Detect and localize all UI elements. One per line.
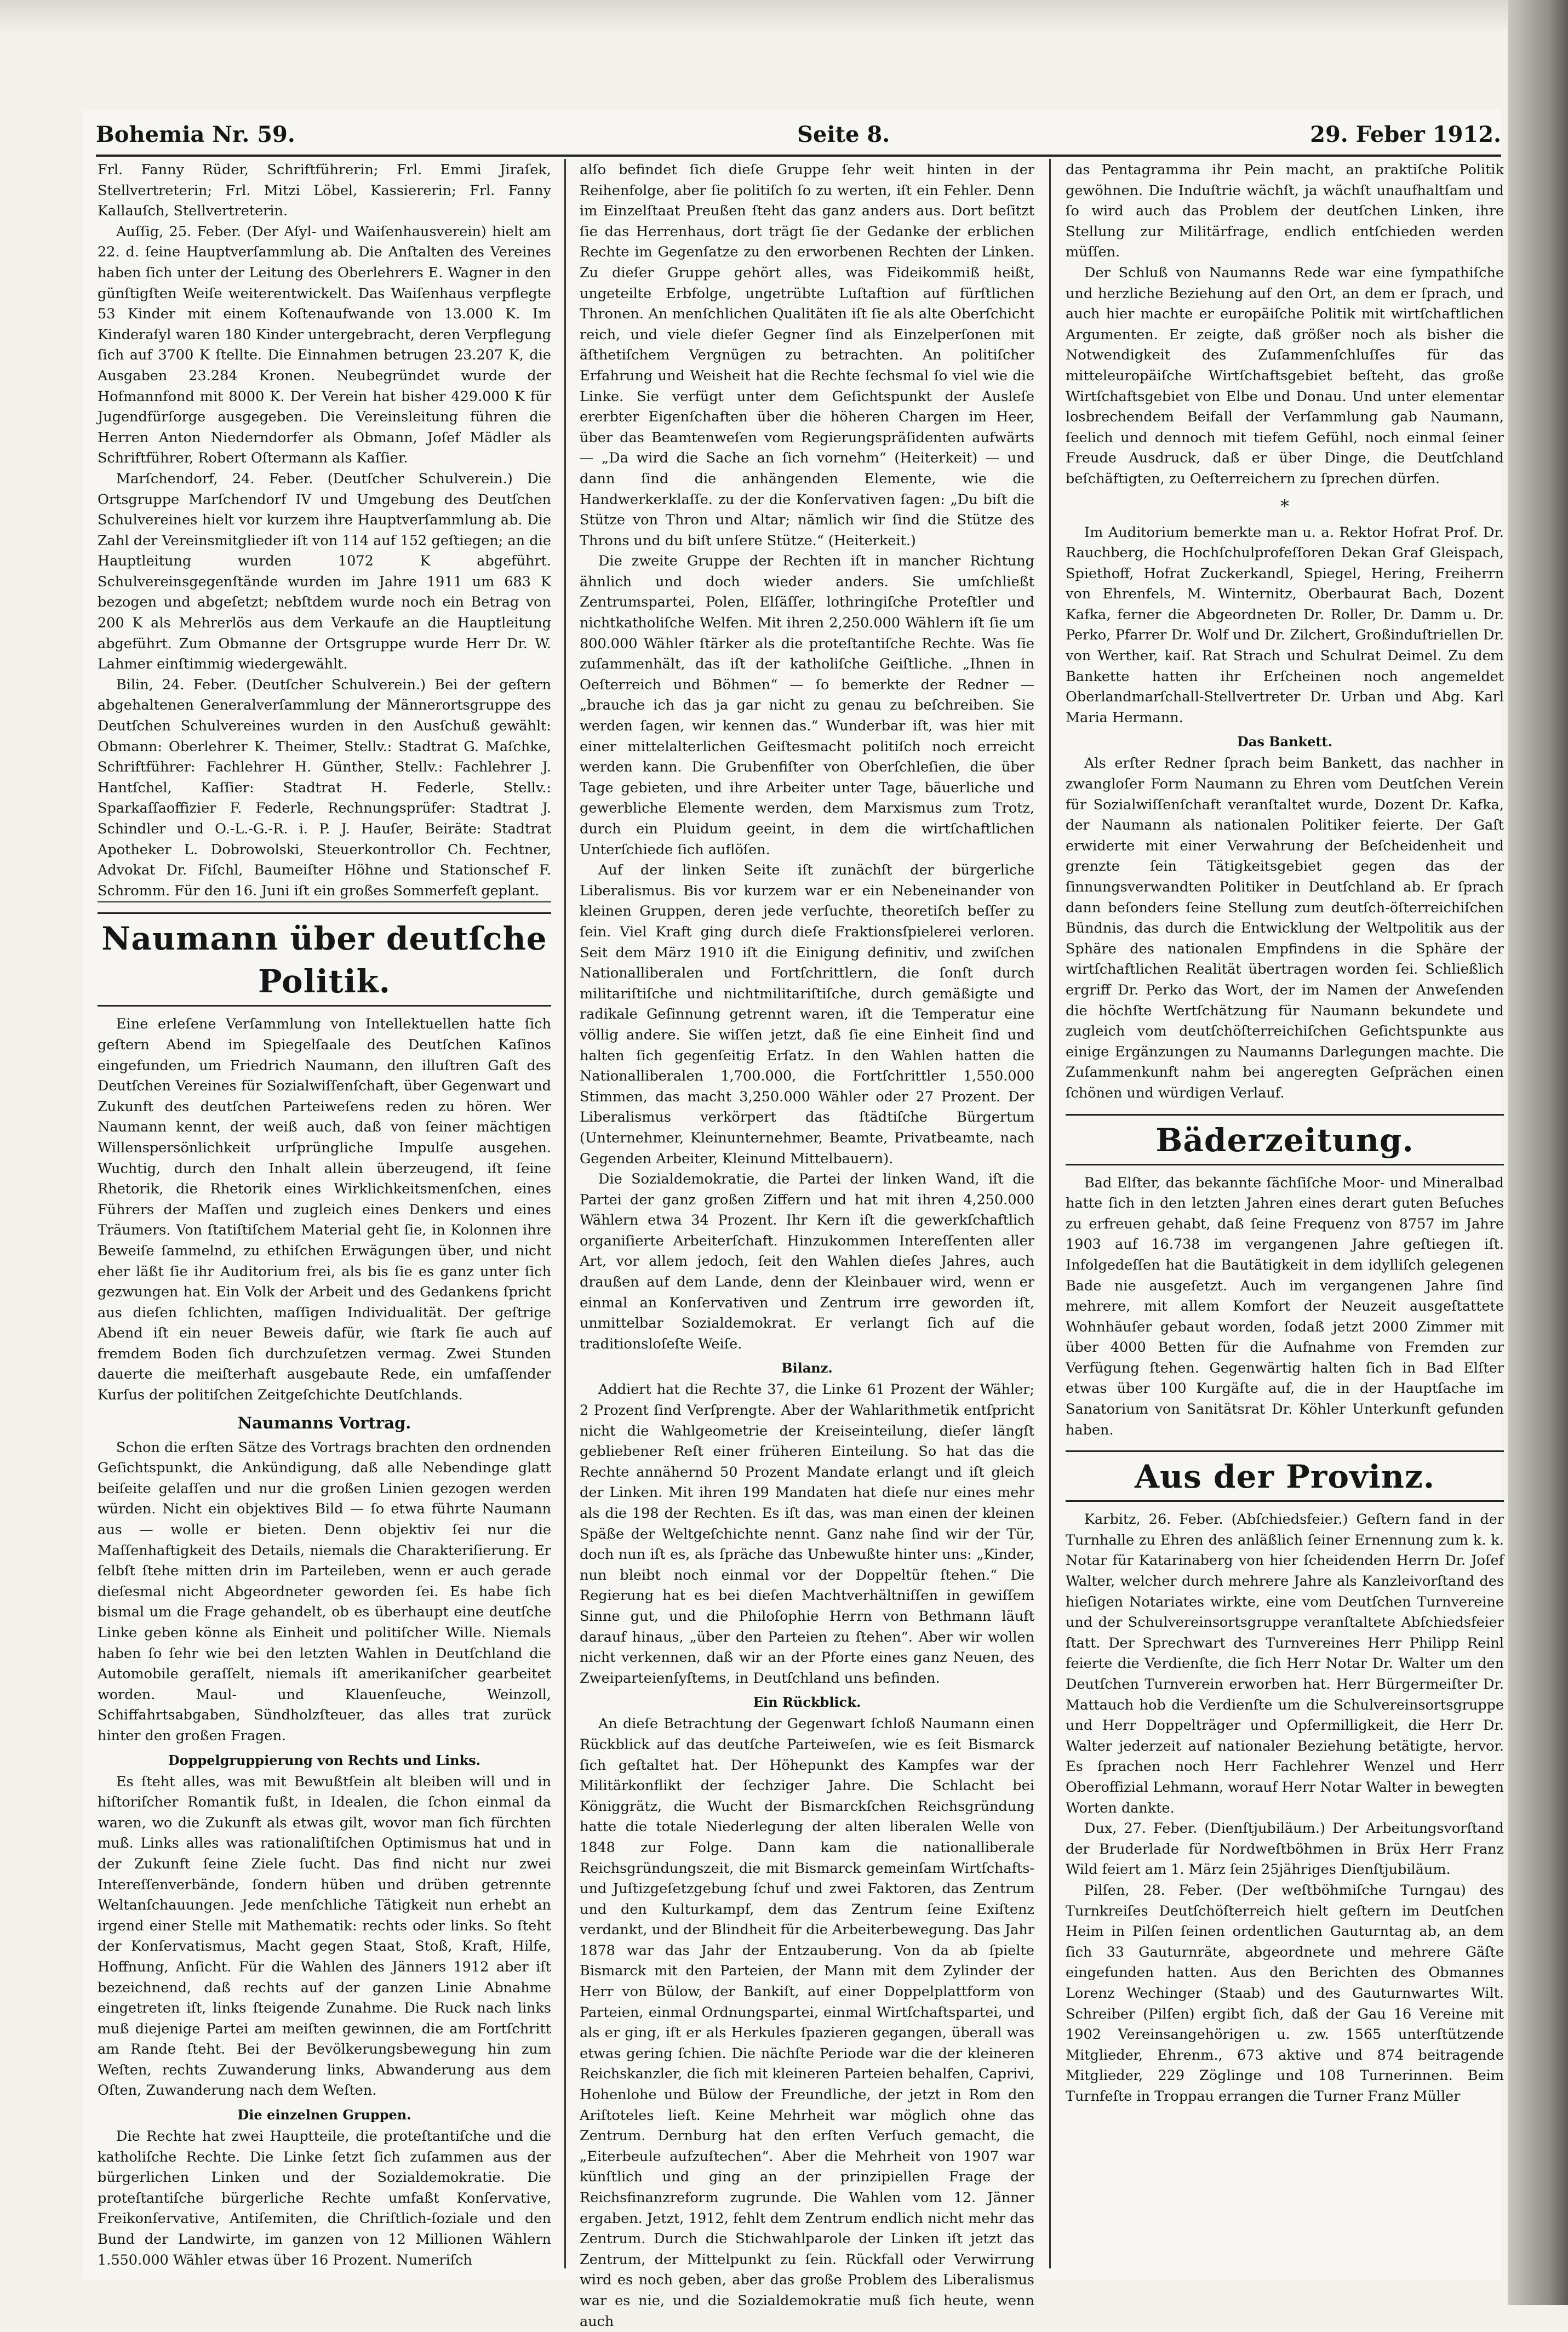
article-text: Auſſig, 25. Feber. (Der Aſyl- und Waiſenhausverein) hielt am 22. d. ſeine Hauptverſammlung ab. Die Anſtalten des Vereines haben ſich unter der Leitung des Oberlehrers E. Wagner in den günſtigſten Weiſe weiterentwickelt. Das Waiſenhaus verpflegte 53 Kinder mit einem Koſtenaufwande von 13.000 K. Im Kinderaſyl waren 180 Kinder untergebracht, deren Verpflegung ſich auf 3700 K ſtellte. Die Einnahmen betrugen 23.207 K, die Ausgaben 23.284 Kronen. Neubegründet wurde der Hofmannfond mit 8000 K. Der Verein hat bisher 429.000 K für Jugendfürſorge ausgegeben. Die Vereinsleitung führen die Herren Anton Niederndorfer als Obmann, Joſef Mädler als Schriftführer, Robert Oſtermann als Kaſſier.	[98, 223, 551, 467]
article-text: das Pentagramma ihr Pein macht, an praktiſche Politik gewöhnen. Die Induſtrie wächſt, ja wächſt unaufhaltſam und ſo wird auch das Problem der deutſchen Linken, ihre Stellung zur Militärfrage, endlich entſchieden werden müſſen.	[1066, 162, 1504, 261]
subheading: Bilanz.	[781, 1360, 833, 1376]
article-text: Frl. Fanny Rüder, Schriftführerin; Frl. Emmi Jiraſek, Stellvertreterin; Frl. Mitzi Löbel, Kassiererin; Frl. Fanny Kallauſch, Stellvertreterin.	[98, 162, 551, 220]
headline-naumann: Naumann über deutſche Politik.	[98, 912, 551, 1007]
subheading: Ein Rückblick.	[753, 1694, 861, 1711]
column-divider	[1049, 159, 1051, 2268]
scan-top-shadow	[0, 0, 1568, 33]
article-text: Die Rechte hat zwei Hauptteile, die proteſtantiſche und die katholiſche Rechte. Die Linke ſetzt ſich zuſammen aus der bürgerlichen Linken und der Sozialdemokratie. Die proteſtantiſche bürgerliche Rechte umfaßt Konſervative, Freikonſervative, Antiſemiten, die Chriſtlich-ſoziale und den Bund der Landwirte, im ganzen von 12 Millionen Wählern 1.550.000 Wähler etwas über 16 Prozent. Numeriſch	[98, 2128, 551, 2268]
article-text: Es ſteht alles, was mit Bewußtſein alt bleiben will und in hiſtoriſcher Romantik fußt, in Idealen, die ſchon einmal da waren, wo die Zukunft als etwas gilt, wovor man ſich fürchten muß. Links alles was rationaliſtiſchen Optimismus hat und in der Zukunft ſeine Ziele ſucht. Das find nicht nur zwei Intereſſenverbände, ſondern hüben und drüben getrennte Weltanſchauungen. Jede menſchliche Tätigkeit nun erhebt an irgend einer Stelle mit Mathematik: rechts oder links. So ſteht der Konſervatismus, Macht gegen Staat, Stoß, Kraft, Hilfe, Hoffnung, Anſicht. Für die Wahlen des Jänners 1912 aber iſt bezeichnend, daß rechts auf der ganzen Linie Abnahme eingetreten iſt, links ſteigende Zunahme. Die Ruck nach links muß diejenige Partei am meiſten gewinnen, die am Fortſchritt am Rande ſteht. Bei der Bevölkerungsbewegung hin zum Weſten, rechts Zuwanderung links, Abwanderung aus dem Oſten, Zuwanderung nach dem Weſten.	[98, 1773, 551, 2099]
article-text: Bad Elſter, das bekannte ſächſiſche Moor- und Mineralbad hatte ſich in den letzten Jahren eines derart guten Beſuches zu erfreuen gehabt, daß ſeine Frequenz von 8757 im Jahre 1903 auf 16.738 im vergangenen Jahre geſtiegen iſt. Infolgedeſſen hat die Bautätigkeit in dem idylliſch gelegenen Bade nie ausgeſetzt. Auch im vergangenen Jahre ſind mehrere, mit allem Komfort der Neuzeit ausgeſtattete Wohnhäuſer gebaut worden, ſodaß jetzt 2000 Zimmer mit über 4000 Betten für die Aufnahme von Fremden zur Verfügung ſtehen. Gegenwärtig halten ſich in Bad Elſter etwas über 100 Kurgäſte auf, die in der Hauptſache im Sanatorium von Sanitätsrat Dr. Köhler Unterkunft gefunden haben.	[1066, 1174, 1504, 1438]
header-date: 29. Feber 1912.	[1310, 122, 1501, 147]
article-text: alſo befindet ſich dieſe Gruppe ſehr weit hinten in der Reihenfolge, aber ſie politiſch ſo zu werten, iſt ein Fehler. Denn im Einzelſtaat Preußen ſteht das ganz anders aus. Dort beſitzt ſie das Herrenhaus, dort trägt ſie der Gedanke der erblichen Rechte im Gegenſatze zu den erworbenen Rechten der Linken. Zu dieſer Gruppe gehört alles, was Fideikommiß heißt, ungeteilte Erbfolge, ungetrübte Luſtaftion auf fürſtlichen Thronen. An menſchlichen Qualitäten iſt ſie als alte Oberſchicht reich, und viele dieſer Gegner ſind als Einzelperſonen mit äſthetiſchem Vergnügen zu betrachten. An politiſcher Erfahrung und Weisheit hat die Rechte ſechsmal ſo viel wie die Linke. Sie verfügt unter dem Geſichtspunkt der Ausleſe ererbter Eigenſchaften über die höheren Chargen im Heer, über das Beamtenweſen vom Regierungspräſidenten aufwärts — „Da wird die Sache an ſich vornehm“ (Heiterkeit) — und dann ſind die anhängenden Elemente, wie die Handwerkerklaſſe. zu der die Konſervativen ſagen: „Du biſt die Stütze von Thron und Altar; nämlich wir ſind die Stütze des Throns und du biſt unſere Stütze.“ (Heiterkeit.)	[580, 162, 1034, 549]
subheading: Naumanns Vortrag.	[237, 1413, 411, 1432]
page-header	[96, 122, 1501, 150]
column-2	[580, 160, 1034, 2330]
header-page-number: Seite 8.	[797, 122, 890, 147]
article-text: Marſchendorf, 24. Feber. (Deutſcher Schulverein.) Die Ortsgruppe Marſchendorf IV und Umgebung des Deutſchen Schulvereines hielt vor kurzem ihre Hauptverſammlung ab. Die Zahl der Vereinsmitglieder iſt von 114 auf 152 geſtiegen; an die Hauptleitung wurden 1072 K abgeführt. Schulvereinsgegenſtände wurden im Jahre 1911 um 683 K bezogen und abgeſetzt; nebſtdem wurde noch ein Betrag von 200 K als Mehrerlös aus dem Verkaufe an die Hauptleitung abgeführt. Zum Obmanne der Ortsgruppe wurde Herr Dr. W. Lahmer einſtimmig wiedergewählt.	[98, 470, 551, 673]
article-text: Im Auditorium bemerkte man u. a. Rektor Hofrat Prof. Dr. Rauchberg, die Hochſchulprofeſſoren Dekan Graf Gleispach, Spiethoff, Hofrat Zuckerkandl, Spiegel, Hering, Freiherrn von Ehrenfels, M. Winternitz, Oberbaurat Bach, Dozent Kafka, ferner die Abgeordneten Dr. Roller, Dr. Damm u. Dr. Perko, Pfarrer Dr. Wolf und Dr. Zilchert, Großinduſtriellen Dr. von Werther, kaiſ. Rat Strach und Schulrat Deimel. Zu dem Bankette hatten ihr Erſcheinen noch angemeldet Oberlandmarſchall-Stellvertreter Dr. Urban und Abg. Karl Maria Hermann.	[1066, 524, 1504, 726]
article-text: Der Schluß von Naumanns Rede war eine ſympathiſche und herzliche Beziehung auf den Ort, an dem er ſprach, und auch hier machte er europäiſche Politik mit wirtſchaftlichen Argumenten. Er zeigte, daß größer noch als bisher die Notwendigkeit des Zuſammenſchluſſes für das mitteleuropäiſche Wirtſchaftsgebiet beſteht, das große Wirtſchaftsgebiet von Elbe und Donau. Und unter elementar losbrechendem Beifall der Verſammlung gab Naumann, ſeelich und dennoch mit tiefem Gefühl, noch einmal ſeiner Freude Ausdruck, daß er über Dinge, die Deutſchland beſchäftigten, zu Oeſterreichern zu ſprechen dürfen.	[1066, 264, 1504, 487]
article-text: Auf der linken Seite iſt zunächſt der bürgerliche Liberalismus. Bis vor kurzem war er ein Nebeneinander von kleinen Gruppen, deren jede verſuchte, theoretiſch beſſer zu ſein. Viel Kraft ging durch dieſe Fraktionsſpielerei verloren. Seit dem März 1910 iſt die Einigung definitiv, und zwiſchen Nationalliberalen und Fortſchrittlern, die ſonſt durch militariſtiſche und nichtmilitariſtiſche, durch gemäßigte und radikale Geſinnung getrennt waren, iſt die Temperatur eine völlig andere. Sie wiſſen jetzt, daß ſie eine Einheit ſind und halten ſich gegenſeitig Erſatz. In den Wahlen hatten die Nationalliberalen 1,700.000, die Fortſchrittler 1,550.000 Stimmen, das macht 3,250.000 Wähler oder 27 Prozent. Der Liberalismus verkörpert das ſtädtiſche Bürgertum (Unternehmer, Kleinunternehmer, Beamte, Privatbeamte, nach Gegenden Arbeiter, Kleinund Mittelbauern).	[580, 862, 1034, 1167]
article-text: Karbitz, 26. Feber. (Abſchiedsfeier.) Geſtern fand in der Turnhalle zu Ehren des anläßlich ſeiner Ernennung zum k. k. Notar für Katarinaberg von hier ſcheidenden Herrn Dr. Joſef Walter, welcher durch mehrere Jahre als Kanzleivorſtand des hieſigen Notariates wirkte, eine vom Deutſchen Turnvereine und der Schulvereinsortsgruppe veranſtaltete Abſchiedsfeier ſtatt. Der Sprechwart des Turnvereines Herr Philipp Reinl feierte die Verdienſte, die ſich Herr Notar Dr. Walter um den Deutſchen Turnverein erworben hat. Herr Bürgermeiſter Dr. Mattauch hob die Verdienſte um die Schulvereinsortsgruppe und Herr Doppelträger und Opfermilligkeit, die Herr Dr. Walter jederzeit auf nationaler Beziehung betätigte, hervor. Es ſprachen noch Herr Fachlehrer Wenzel und Herr Oberoffizial Lehmann, worauf Herr Notar Walter in bewegten Worten dankte.	[1066, 1511, 1504, 1816]
article-text: Dux, 27. Feber. (Dienſtjubiläum.) Der Arbeitungsvorſtand der Bruderlade für Nordweſtböhmen in Brüx Herr Franz Wild feiert am 1. März ſein 25jähriges Dienſtjubiläum.	[1066, 1820, 1504, 1878]
article-text: Schon die erſten Sätze des Vortrags brachten den ordnenden Geſichtspunkt, die Ankündigung, daß alle Nebendinge glatt beiſeite gelaſſen und nur die großen Linien gezogen werden würden. Nicht ein objektives Bild — ſo etwa führte Naumann aus — wolle er bieten. Denn objektiv ſei nur die Maſſenhaftigkeit des Details, niemals die Charakteriſierung. Er ſelbſt ſtehe mitten drin im Parteileben, wenn er auch gerade dieſesmal nicht Abgeordneter geworden ſei. Es habe ſich bismal um die Frage gehandelt, ob es überhaupt eine deutſche Linke geben könne als Einheit und politiſcher Wille. Niemals haben ſo ſehr wie bei den letzten Wahlen in Deutſchland die Automobile geraſſelt, niemals iſt amerikaniſcher gearbeitet worden. Maul- und Klauenſeuche, Weinzoll, Schiffahrtsabgaben, Sündholzſteuer, das alles trat zurück hinter den großen Fragen.	[98, 1439, 551, 1744]
subheading: Das Bankett.	[1237, 734, 1332, 750]
article-text: Die zweite Gruppe der Rechten iſt in mancher Richtung ähnlich und doch wieder anders. Sie umſchließt Zentrumspartei, Polen, Elſäſſer, lothringiſche Proteſtler und nichtkatholiſche Welfen. Mit ihren 2,250.000 Wählern iſt ſie um 800.000 Wähler ſtärker als die proteſtantiſche Rechte. Was ſie zuſammenhält, das iſt der katholiſche Geiſtliche. „Ihnen in Oeſterreich und Böhmen“ — ſo bemerkte der Redner — „brauche ich das ja gar nicht zu genau zu beſchreiben. Sie werden ſagen, wir kennen das.“ Wunderbar iſt, was hier mit einer mittelalterlichen Geiſtesmacht politiſch noch erreicht werden kann. Die Grubenfiſter von Oberſchleſien, die über Tage gebieten, und ihre Arbeiter unter Tage, bäuerliche und gewerbliche Elemente werden, dem Marxismus zum Trotz, durch ein Pluidum geeint, in dem die wirtſchaftlichen Unterſchiede ſich auflöſen.	[580, 553, 1034, 858]
article-text: Addiert hat die Rechte 37, die Linke 61 Prozent der Wähler; 2 Prozent ſind Verſprengte. Aber der Wahlarithmetik entſpricht nicht die Wahlgeometrie der Kreiseinteilung, dieſer längſt gebliebener Reſt einer früheren Einteilung. So hat das die Rechte annähernd 50 Prozent Mandate erlangt und iſt gleich der Linken. Mit ihren 199 Mandaten hat dieſe nur eines mehr als die 198 der Rechten. Es iſt das, was man einen der kleinen Späße der Weltgeſchichte nennt. Ganz nahe ſind wir der Tür, doch nun iſt es, als ſpräche das Unbewußte hinter uns: „Kinder, nun bleibt noch einmal vor der Doppeltür ſtehen.“ Die Regierung hat es bei dieſen Machtverhältniſſen in gewiſſem Sinne gut, und die Philoſophie Herrn von Bethmann läuft darauf hinaus, „über den Parteien zu ſtehen“. Aber wir wollen nicht verkennen, daß wir an der Pforte eines ganz Neuen, des Zweiparteienſyſtems, in Deutſchland uns befinden.	[580, 1381, 1034, 1687]
column-1	[98, 160, 551, 2268]
column-divider	[564, 159, 566, 2268]
subheading: Die einzelnen Gruppen.	[237, 2107, 411, 2123]
article-text: Eine erleſene Verſammlung von Intellektuellen hatte ſich geſtern Abend im Spiegelſaale des Deutſchen Kaſinos eingefunden, um Friedrich Naumann, den illuſtren Gaſt des Deutſchen Vereines für Sozialwiſſenſchaft, über Gegenwart und Zukunft des deutſchen Parteiweſens reden zu hören. Wer Naumann kennt, der weiß auch, daß von ſeiner mächtigen Willenspersönlichkeit urſprüngliche Impulſe ausgehen. Wuchtig, durch den Inhalt allein überzeugend, iſt ſeine Rhetorik, die Rhetorik eines Wirklichkeitsmenſchen, eines Führers der Maſſen und zugleich eines Denkers und eines Träumers. Von ſtatiſtiſchem Material geht ſie, in Kolonnen ihre Beweiſe ſammelnd, zu ethiſchen Erwägungen über, und nicht eher läßt ſie ihr Auditorium frei, als bis ſie es ganz unter ſich gezwungen hat. Ein Volk der Arbeit und des Gedankens ſpricht aus dieſen ſchlichten, maſſigen Individualität. Der geſtrige Abend iſt ein neuer Beweis dafür, wie ſtark ſie auch auf fremdem Boden ſich durchzuſetzen vermag. Zwei Stunden dauerte die meiſterhaft ausgebaute Rede, ein umfaſſender Kurſus der politiſchen Zeitgeſchichte Deutſchlands.	[98, 1016, 551, 1404]
section-separator: *	[1280, 495, 1289, 517]
article-text: Als erſter Redner ſprach beim Bankett, das nachher in zwangloſer Form Naumann zu Ehren vom Deutſchen Verein für Sozialwiſſenſchaft veranſtaltet wurde, Dozent Dr. Kafka, der Naumann als nationalen Politiker feierte. Der Gaſt erwiderte mit einer Verwahrung der Beſcheidenheit und grenzte ſein Tätigkeitsgebiet gegen das der ſinnungsverwandten Politiker in Deutſchland ab. Er ſprach dann beſonders ſeine Stellung zum deutſch-öſterreichiſchen Bündnis, das durch die Entwicklung der Weltpolitik aus der Sphäre des nationalen Empfindens in die Sphäre der wirtſchaftlichen Realität übertragen worden ſei. Schließlich ergriff Dr. Perko das Wort, der im Namen der Anweſenden die höchſte Wertſchätzung für Naumann bekundete und zugleich vom deutſchöſterreichiſchen Geſichtspunkte aus einige Ergänzungen zu Naumanns Darlegungen machte. Die Zuſammenkunft nahm bei angeregten Geſprächen einen ſchönen und würdigen Verlauf.	[1066, 755, 1504, 1101]
article-text: Bilin, 24. Feber. (Deutſcher Schulverein.) Bei der geſtern abgehaltenen Generalverſammlung der Männerortsgruppe des Deutſchen Schulvereines wurden in den Ausſchuß gewählt: Obmann: Oberlehrer K. Theimer, Stellv.: Stadtrat G. Maſchke, Schriftführer: Fachlehrer H. Günther, Stellv.: Fachlehrer J. Hantſchel, Kaſſier: Stadtrat H. Federle, Stellv.: Sparkaſſaoffizier F. Federle, Rechnungsprüfer: Stadtrat J. Schindler und O.-L.-G.-R. i. P. J. Hauſer, Beiräte: Stadtrat Apotheker L. Dobrowolski, Steuerkontrollor Ch. Fechtner, Advokat Dr. Fiſchl, Baumeiſter Höhne und Stationschef F. Schromm. Für den 16. Juni iſt ein großes Sommerfeſt geplant.	[98, 675, 551, 903]
article-text: Die Sozialdemokratie, die Partei der linken Wand, iſt die Partei der ganz großen Ziffern und hat mit ihren 4,250.000 Wählern etwa 34 Prozent. Ihr Kern iſt die gewerkſchaftlich organiſierte Arbeiterſchaft. Hinzukommen Intereſſenten aller Art, vor allem jedoch, ſeit den Wahlen dieſes Jahres, auch draußen auf dem Lande, denn der Kleinbauer wird, wenn er einmal an Konſervativen und Zentrum irre geworden iſt, unmittelbar Sozialdemokrat. Er verlangt ſich auf die traditionsloſeſte Weiſe.	[580, 1171, 1034, 1352]
headline-baederzeitung: Bäderzeitung.	[1066, 1114, 1504, 1165]
column-3	[1066, 160, 1504, 2264]
subheading: Doppelgruppierung von Rechts und Links.	[168, 1752, 481, 1768]
headline-provinz: Aus der Provinz.	[1066, 1450, 1504, 1502]
scan-edge-shadow	[1508, 0, 1568, 2305]
article-text: Pilſen, 28. Feber. (Der weſtböhmiſche Turngau) des Turnkreiſes Deutſchöſterreich hielt geſtern im Deutſchen Heim in Pilſen ſeinen ordentlichen Gauturntag ab, an dem ſich 33 Gauturnräte, abgeordnete und mehrere Gäſte eingefunden hatten. Aus den Berichten des Obmannes Lorenz Wechinger (Staab) und des Gauturnwartes Wilt. Schreiber (Pilſen) ergibt ſich, daß der Gau 16 Vereine mit 1902 Vereinsangehörigen u. zw. 1565 unterſtützende Mitglieder, Ehrenm., 673 aktive und 874 beitragende Mitglieder, 229 Zöglinge und 108 Turnerinnen. Beim Turnfeſte in Troppau errangen die Turner Franz Müller	[1066, 1882, 1504, 2105]
header-issue: Bohemia Nr. 59.	[96, 122, 295, 147]
article-text: An dieſe Betrachtung der Gegenwart ſchloß Naumann einen Rückblick auf das deutſche Parteiweſen, wie es ſeit Bismarck ſich geſtaltet hat. Der Höhepunkt des Kampfes war der Militärkonflikt der ſechziger Jahre. Die Schlacht bei Königgrätz, die Wucht der Bismarckſchen Reichsgründung hatte die totale Niederlegung der alten liberalen Welle von 1848 zur Folge. Dann kam die nationalliberale Reichsgründungszeit, die mit Bismarck gemeinſam Wirtſchafts- und Juſtizgeſetzgebung ſchuf und zwei Faktoren, das Zentrum und den Kulturkampf, dem das Zentrum ſeine Exiſtenz verdankt, und der Blindheit für die Arbeiterbewegung. Das Jahr 1878 war das Jahr der Entzauberung. Von da ab ſpielte Bismarck mit den Parteien, der Mann mit dem Zylinder der Herr von Bülow, der Bankiſt, auf einer Doppelplattform von Parteien, einmal Ordnungspartei, einmal Wirtſchaftspartei, und als er ging, iſt er als Herkules ſpazieren gegangen, überall was etwas gering ſchien. Die nächſte Periode war die der kleineren Reichskanzler, die ſich mit kleineren Parteien behalfen, Caprivi, Hohenlohe und Bülow der Freundliche, der jetzt in Rom den Ariſtoteles lieſt. Keine Mehrheit war möglich ohne das Zentrum. Dernburg hat den erſten Verſuch gemacht, die „Eiterbeule aufzuſtechen“. Aber die Mehrheit von 1907 war künſtlich und ging an der prinzipiellen Frage der Reichsfinanzreform zugrunde. Die Wahlen vom 12. Jänner ergaben. Jetzt, 1912, fehlt dem Zentrum endlich nicht mehr das Zentrum. Durch die Stichwahlparole der Linken iſt jetzt das Zentrum, der Mittelpunkt zu ſein. Rückfall oder Verwirrung wird es noch geben, aber das große Problem des Liberalismus war es nie, und die Sozialdemokratie muß ſich heute, wenn auch	[580, 1716, 1034, 2330]
header-rule	[96, 155, 1501, 157]
